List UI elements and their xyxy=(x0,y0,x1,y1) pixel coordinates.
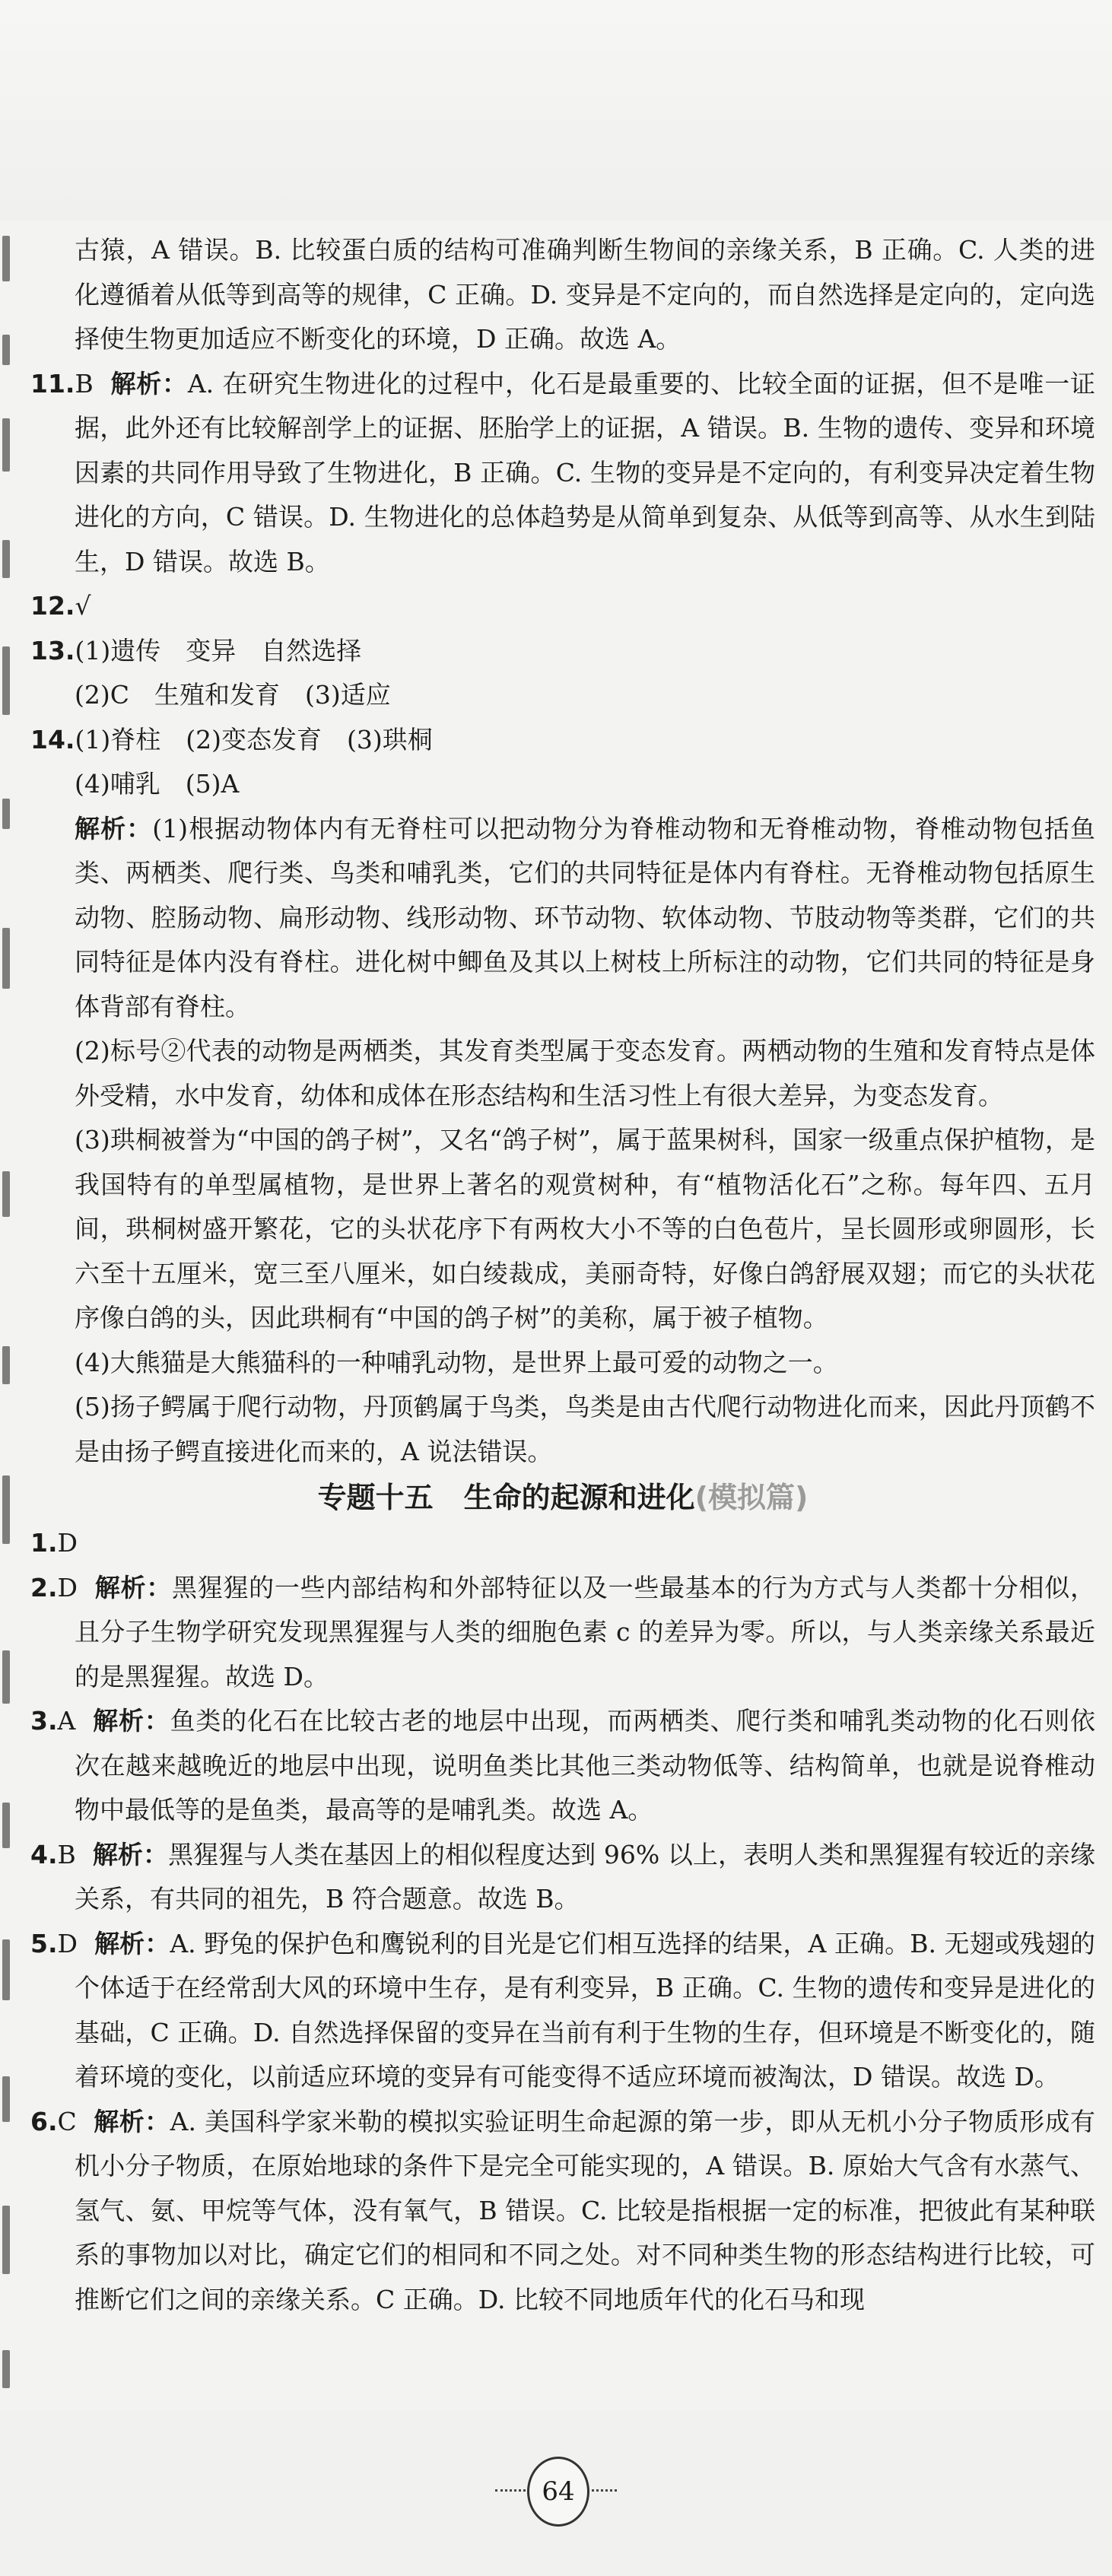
explanation-paragraph-5: (5)扬子鳄属于爬行动物，丹顶鹤属于鸟类，鸟类是由古代爬行动物进化而来，因此丹顶鹤不是由扬子鳄直接进化而来的，A 说法错误。 xyxy=(75,1392,1095,1466)
explanation-paragraph-3: (3)珙桐被誉为“中国的鸽子树”，又名“鸽子树”，属于蓝果树科，国家一级重点保护植物，是我国特有的单型属植物，是世界上著名的观赏树种，有“植物活化石”之称。每年四、五月间，珙桐树盛开繁花，它的头状花序下有两枚大小不等的白色苞片，呈长圆形或卵圆形，长六至十五厘米，宽三至八厘米，如白绫裁成，美丽奇特，好像白鸽舒展双翅；而它的头状花序像白鸽的头，因此珙桐有“中国的鸽子树”的美称，属于被子植物。 xyxy=(75,1125,1095,1332)
explanation-paragraph-2: (2)标号②代表的动物是两栖类，其发育类型属于变态发育。两栖动物的生殖和发育特点是体外受精，水中发育，幼体和成体在形态结构和生活习性上有很大差异，为变态发育。 xyxy=(75,1036,1095,1110)
answer-item-3: 3.A 解析：鱼类的化石在比较古老的地层中出现，而两栖类、爬行类和哺乳类动物的化石则依次在越来越晚近的地层中出现，说明鱼类比其他三类动物低等、结构简单，也就是说脊椎动物中最低等的是鱼类，最高等的是哺乳类。故选 A。 xyxy=(30,1706,1096,1825)
answer-item-14: 14.(1)脊柱 (2)变态发育 (3)珙桐 xyxy=(30,724,433,754)
continued-paragraph: 古猿，A 错误。B. 比较蛋白质的结构可准确判断生物间的亲缘关系，B 正确。C. 人类的进化遵循着从低等到高等的规律，C 正确。D. 变异是不定向的，而自然选择是定向的，定向选择使生物更加适应不断变化的环境，D 正确。故选 A。 xyxy=(75,235,1095,354)
explanation-paragraph-1: 解析：(1)根据动物体内有无脊柱可以把动物分为脊椎动物和无脊椎动物，脊椎动物包括鱼类、两栖类、爬行类、鸟类和哺乳类，它们的共同特征是体内有脊柱。无脊椎动物包括原生动物、腔肠动物、扁形动物、线形动物、环节动物、软体动物、节肢动物等类群，它们的共同特征是体内没有脊柱。进化树中鲫鱼及其以上树枝上所标注的动物，它们共同的特征是身体背部有脊柱。 xyxy=(75,813,1096,1021)
answer-item-13: 13.(1)遗传 变异 自然选择 xyxy=(30,635,362,665)
explanation-paragraph-4: (4)大熊猫是大熊猫科的一种哺乳动物，是世界上最可爱的动物之一。 xyxy=(75,1347,838,1377)
top-margin xyxy=(0,0,1112,221)
answer-item-2: 2.D 解析：黑猩猩的一些内部结构和外部特征以及一些最基本的行为方式与人类都十分相似，且分子生物学研究发现黑猩猩与人类的细胞色素 c 的差异为零。所以，与人类亲缘关系最近的是黑猩猩。故选 D。 xyxy=(30,1572,1096,1691)
section-title: 专题十五 生命的起源和进化(模拟篇) xyxy=(317,1481,809,1514)
answer-item-11: 11.B 解析：A. 在研究生物进化的过程中，化石是最重要的、比较全面的证据，但不是唯一证据，此外还有比较解剖学上的证据、胚胎学上的证据，A 错误。B. 生物的遗传、变异和环境因素的共同作用导致了生物进化，B 正确。C. 生物的变异是不定向的，有利变异决定着生物进化的方向，C 错误。D. 生物进化的总体趋势是从简单到复杂、从低等到高等、从水生到陆生，D 错误。故选 B。 xyxy=(30,368,1096,577)
binding-margin xyxy=(0,221,17,2411)
answer-item-12: 12.√ xyxy=(30,591,91,621)
answer-item-13-line2: (2)C 生殖和发育 (3)适应 xyxy=(75,680,391,710)
answer-content xyxy=(30,228,1095,2322)
answer-item-5: 5.D 解析：A. 野兔的保护色和鹰锐利的目光是它们相互选择的结果，A 正确。B. 无翅或残翅的个体适于在经常刮大风的环境中生存，是有利变异，B 正确。C. 生物的遗传和变异是进化的基础，C 正确。D. 自然选择保留的变异在当前有利于生物的生存，但环境是不断变化的，随着环境的变化，以前适应环境的变异有可能变得不适应环境而被淘汰，D 错误。故选 D。 xyxy=(30,1928,1095,2092)
page-number-badge xyxy=(495,2457,617,2525)
answer-item-4: 4.B 解析：黑猩猩与人类在基因上的相似程度达到 96% 以上，表明人类和黑猩猩有较近的亲缘关系，有共同的祖先，B 符合题意。故选 B。 xyxy=(30,1839,1096,1914)
page-number: 64 xyxy=(527,2457,589,2527)
answer-item-1: 1.D xyxy=(30,1528,78,1558)
answer-item-6: 6.C 解析：A. 美国科学家米勒的模拟实验证明生命起源的第一步，即从无机小分子物质形成有机小分子物质，在原始地球的条件下是完全可能实现的，A 错误。B. 原始大气含有水蒸气、氢气、氨、甲烷等气体，没有氧气，B 错误。C. 比较是指根据一定的标准，把彼此有某种联系的事物加以对比，确定它们的相同和不同之处。对不同种类生物的形态结构进行比较，可推断它们之间的亲缘关系。C 正确。D. 比较不同地质年代的化石马和现 xyxy=(30,2106,1096,2314)
answer-item-14-line2: (4)哺乳 (5)A xyxy=(75,769,240,799)
